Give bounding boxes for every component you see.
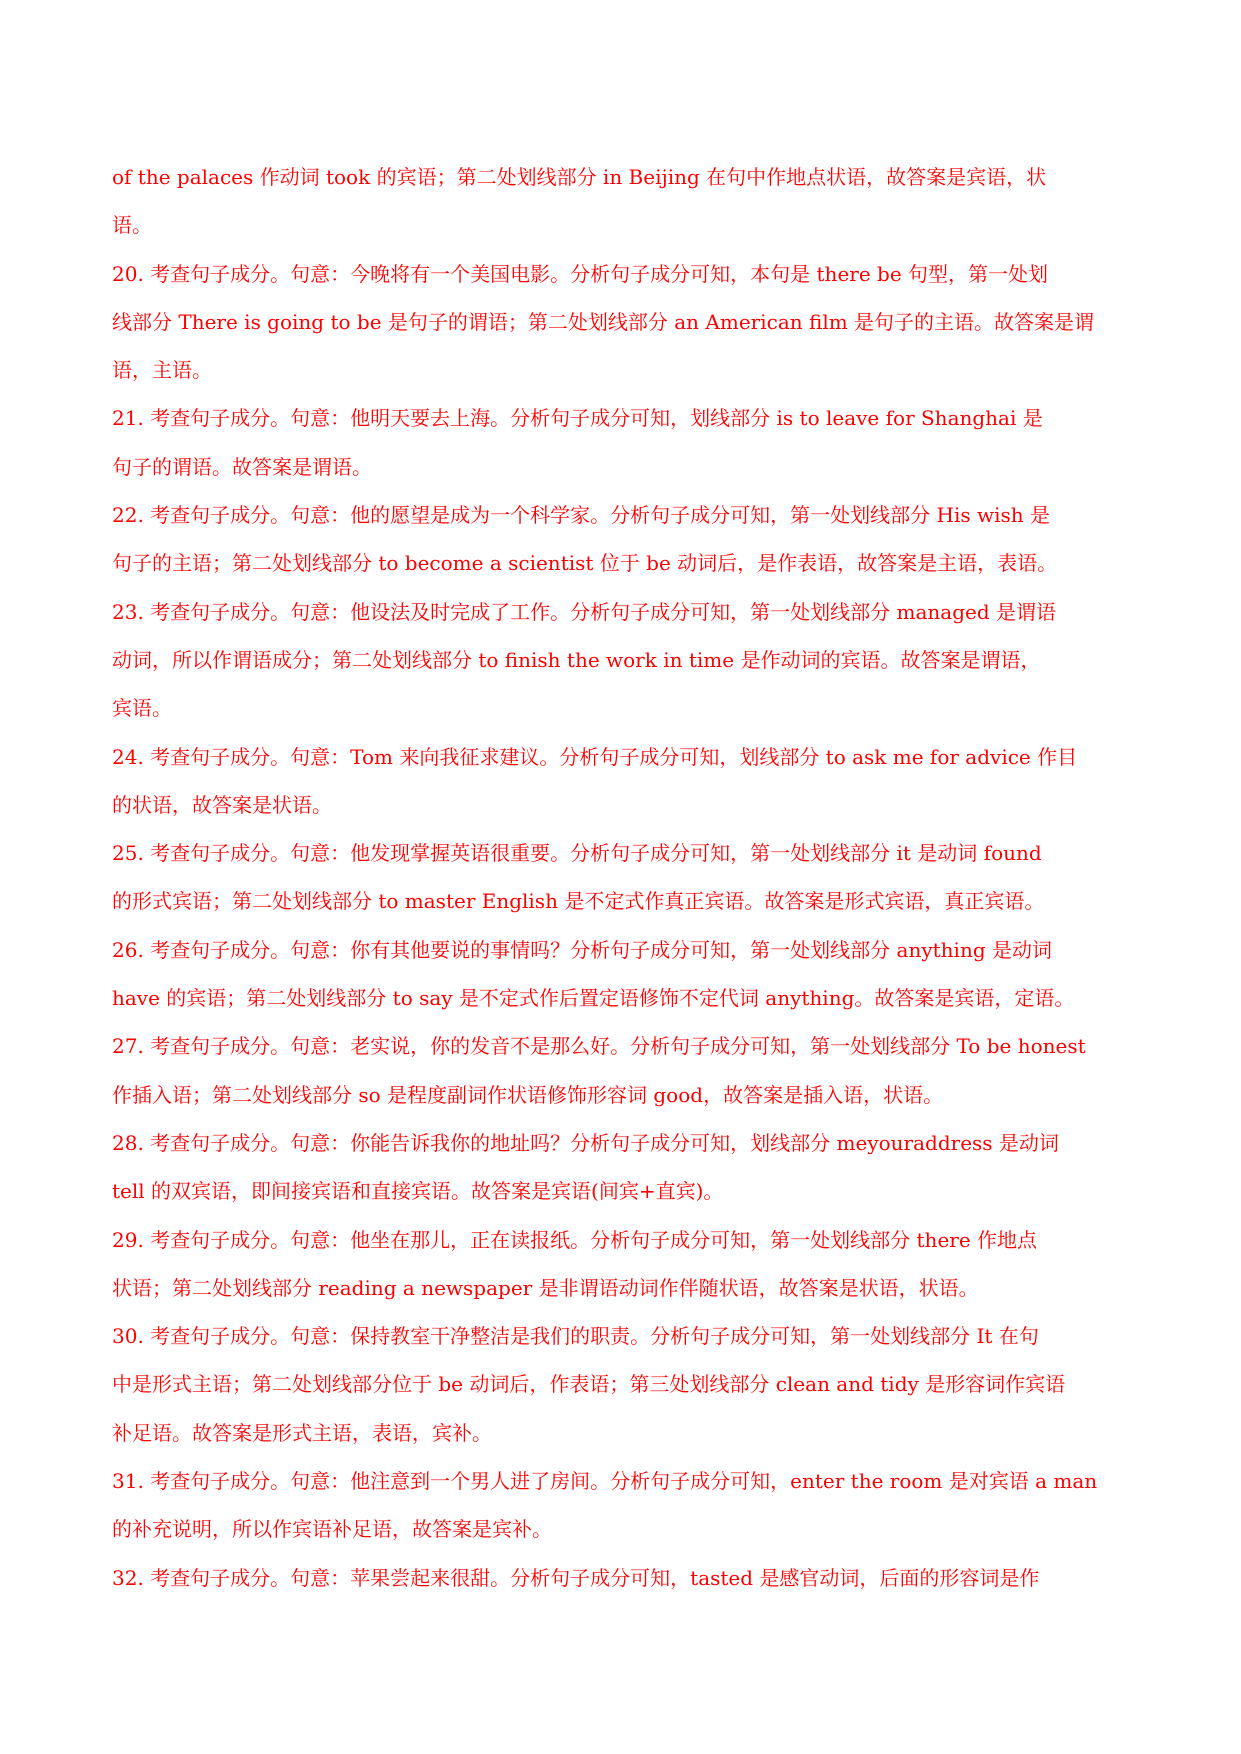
text-line: of the palaces 作动词 took 的宾语；第二处划线部分 in Beijing 在句中作地点状语，故答案是宾语，状 (112, 165, 1047, 189)
text-line: 32. 考查句子成分。句意：苹果尝起来很甜。分析句子成分可知，tasted 是感官动词，后面的形容词是作 (112, 1565, 1040, 1590)
answer-text-block (112, 153, 1138, 1602)
text-line: 中是形式主语；第二处划线部分位于 be 动词后，作表语；第三处划线部分 clean and tidy 是形容词作宾语 (112, 1372, 1066, 1397)
text-line: 22. 考查句子成分。句意：他的愿望是成为一个科学家。分析句子成分可知，第一处划线部分 His wish 是 (112, 503, 1050, 528)
text-line: 的补充说明，所以作宾语补足语，故答案是宾补。 (112, 1517, 552, 1542)
text-line: 26. 考查句子成分。句意：你有其他要说的事情吗？分析句子成分可知，第一处划线部分 anything 是动词 (112, 937, 1052, 962)
text-line: 25. 考查句子成分。句意：他发现掌握英语很重要。分析句子成分可知，第一处划线部分 it 是动词 found (112, 841, 1042, 866)
text-line: 28. 考查句子成分。句意：你能告诉我你的地址吗？分析句子成分可知，划线部分 meyouraddress 是动词 (112, 1130, 1059, 1155)
text-line: have 的宾语；第二处划线部分 to say 是不定式作后置定语修饰不定代词 anything。故答案是宾语，定语。 (112, 986, 1075, 1011)
text-line: 31. 考查句子成分。句意：他注意到一个男人进了房间。分析句子成分可知，enter the room 是对宾语 a man (112, 1469, 1098, 1494)
text-line: 21. 考查句子成分。句意：他明天要去上海。分析句子成分可知，划线部分 is to leave for Shanghai 是 (112, 406, 1043, 431)
text-line: 的状语，故答案是状语。 (112, 792, 332, 817)
text-line: 24. 考查句子成分。句意：Tom 来向我征求建议。分析句子成分可知，划线部分 to ask me for advice 作目 (112, 744, 1078, 769)
text-line: tell 的双宾语，即间接宾语和直接宾语。故答案是宾语(间宾+直宾)。 (112, 1179, 724, 1204)
text-line: 线部分 There is going to be 是句子的谓语；第二处划线部分 an American film 是句子的主语。故答案是谓 (112, 309, 1095, 334)
text-line: 23. 考查句子成分。句意：他设法及时完成了工作。分析句子成分可知，第一处划线部分 managed 是谓语 (112, 599, 1057, 624)
text-line: 27. 考查句子成分。句意：老实说，你的发音不是那么好。分析句子成分可知，第一处划线部分 To be honest (112, 1034, 1086, 1059)
text-line: 句子的主语；第二处划线部分 to become a scientist 位于 be 动词后，是作表语，故答案是主语，表语。 (112, 551, 1058, 576)
text-line: 状语；第二处划线部分 reading a newspaper 是非谓语动词作伴随状语，故答案是状语，状语。 (112, 1275, 979, 1300)
text-line: 补足语。故答案是形式主语，表语，宾补。 (112, 1420, 492, 1445)
text-line: 句子的谓语。故答案是谓语。 (112, 454, 372, 479)
text-line: 作插入语；第二处划线部分 so 是程度副词作状语修饰形容词 good，故答案是插入语，状语。 (112, 1082, 944, 1107)
text-line: 语，主语。 (112, 358, 212, 383)
text-line: 语。 (112, 213, 152, 238)
text-line: 动词，所以作谓语成分；第二处划线部分 to finish the work in time 是作动词的宾语。故答案是谓语， (112, 647, 1041, 672)
text-line: 宾语。 (112, 696, 172, 721)
text-line: 29. 考查句子成分。句意：他坐在那儿，正在读报纸。分析句子成分可知，第一处划线部分 there 作地点 (112, 1227, 1038, 1252)
text-line: 的形式宾语；第二处划线部分 to master English 是不定式作真正宾语。故答案是形式宾语，真正宾语。 (112, 889, 1045, 914)
text-line: 30. 考查句子成分。句意：保持教室干净整洁是我们的职责。分析句子成分可知，第一处划线部分 It 在句 (112, 1324, 1039, 1349)
text-line: 20. 考查句子成分。句意：今晚将有一个美国电影。分析句子成分可知，本句是 there be 句型，第一处划 (112, 261, 1049, 286)
